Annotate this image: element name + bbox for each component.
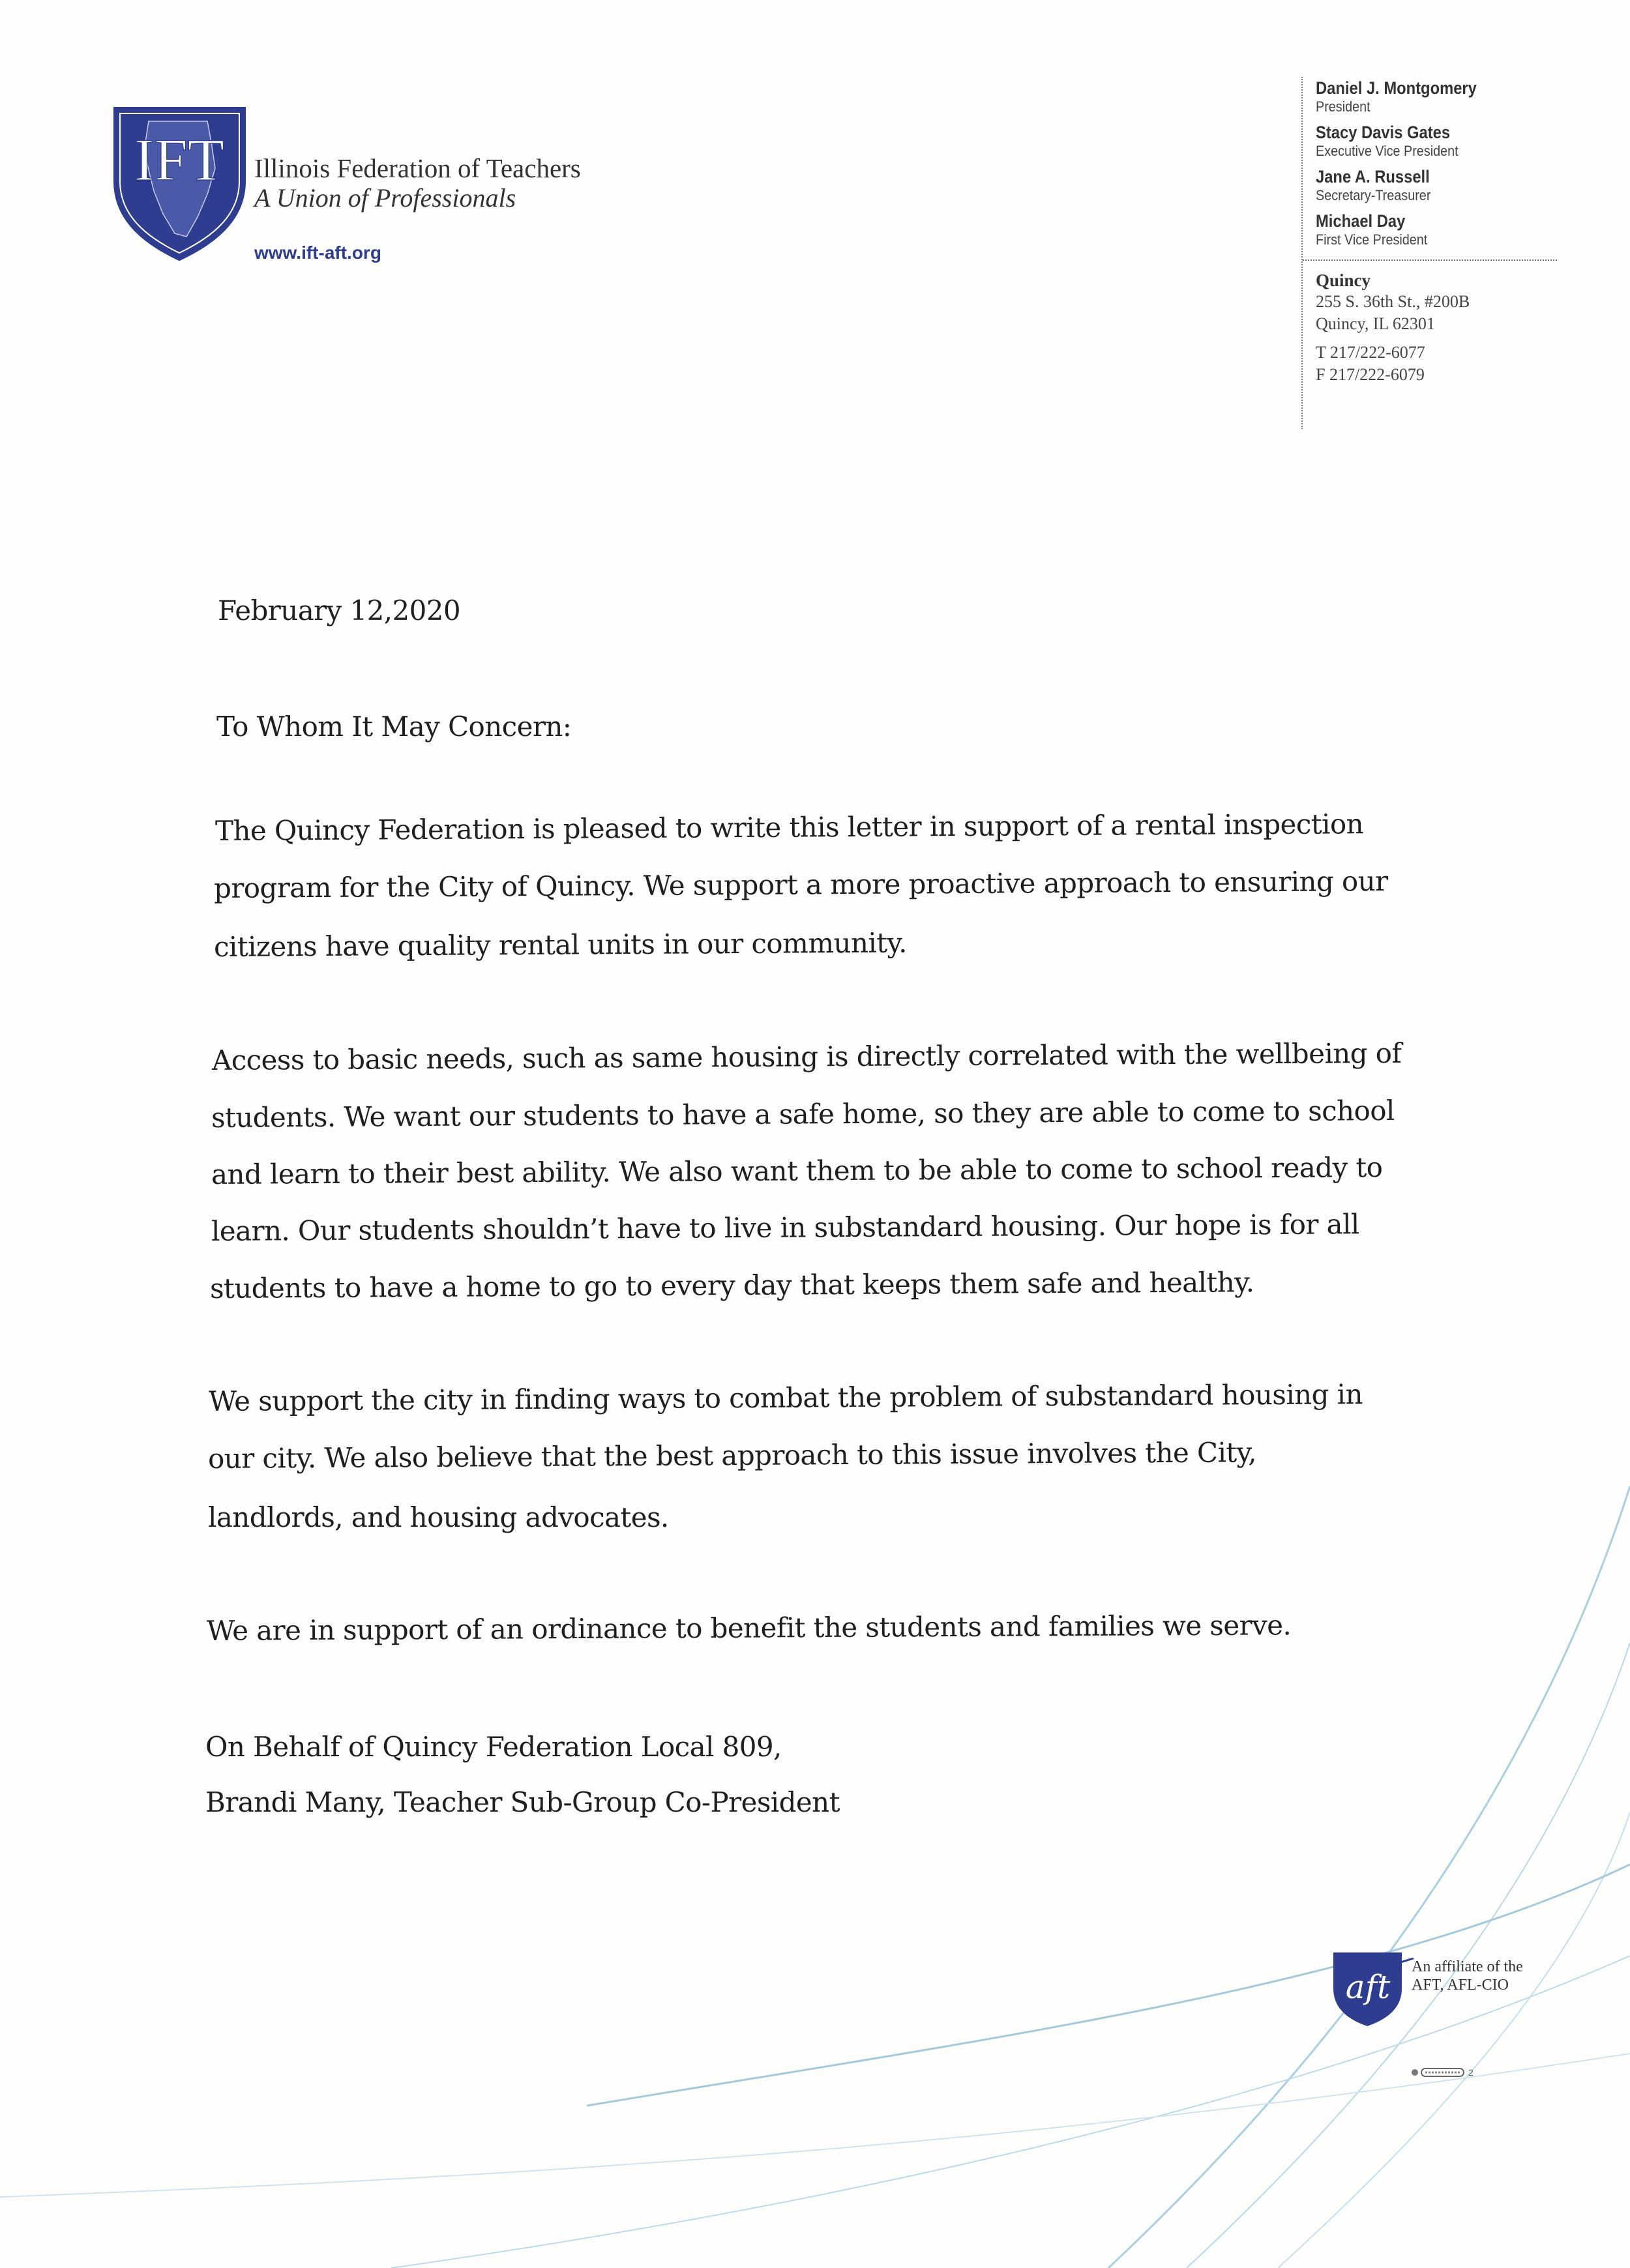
paragraph-3-line: landlords, and housing advocates. bbox=[208, 1501, 669, 1533]
paragraph-2-line: learn. Our students shouldn’t have to live in substandard housing. Our hope is for all bbox=[211, 1208, 1359, 1247]
org-website-link[interactable]: www.ift-aft.org bbox=[254, 243, 381, 263]
officer-title: Executive Vice President bbox=[1316, 143, 1459, 159]
paragraph-2-line: Access to basic needs, such as same housing is directly correlated with the wellbeing of bbox=[211, 1037, 1402, 1076]
paragraph-4-line: We are in support of an ordinance to benefit the students and families we serve. bbox=[206, 1609, 1292, 1647]
officer-title: First Vice President bbox=[1316, 231, 1428, 248]
paragraph-3-line: We support the city in finding ways to combat the problem of substandard housing in bbox=[208, 1378, 1363, 1417]
officer-title: Secretary-Treasurer bbox=[1316, 187, 1431, 203]
officer-entry bbox=[1316, 210, 1556, 248]
paragraph-2-line: and learn to their best ability. We also want them to be able to come to school ready to bbox=[211, 1151, 1383, 1190]
union-bug-icon bbox=[1408, 2065, 1480, 2080]
letter-date: February 12,2020 bbox=[218, 595, 460, 626]
paragraph-2-line: students to have a home to go to every day that keeps them safe and healthy. bbox=[209, 1266, 1254, 1304]
officer-entry bbox=[1316, 166, 1556, 203]
paragraph-3-line: our city. We also believe that the best approach to this issue involves the City, bbox=[207, 1436, 1257, 1475]
office-name: Quincy bbox=[1316, 271, 1371, 290]
closing-line: On Behalf of Quincy Federation Local 809, bbox=[205, 1731, 782, 1763]
paragraph-1-line: program for the City of Quincy. We support a more proactive approach to ensuring our bbox=[213, 865, 1388, 904]
officer-name: Michael Day bbox=[1316, 211, 1406, 231]
officer-name: Jane A. Russell bbox=[1316, 167, 1430, 186]
office-address-line2: Quincy, IL 62301 bbox=[1316, 314, 1435, 333]
officer-entry bbox=[1316, 77, 1556, 115]
office-address-line1: 255 S. 36th St., #200B bbox=[1316, 292, 1470, 311]
officer-name: Stacy Davis Gates bbox=[1316, 123, 1451, 142]
officers-block bbox=[1301, 77, 1556, 429]
ift-shield-logo bbox=[110, 103, 250, 263]
paragraph-1-line: The Quincy Federation is pleased to write this letter in support of a rental inspection bbox=[215, 808, 1364, 847]
office-phone: T 217/222-6077 bbox=[1316, 343, 1425, 362]
officers-divider bbox=[1303, 259, 1557, 261]
svg-text:2: 2 bbox=[1468, 2067, 1474, 2078]
officer-entry bbox=[1316, 121, 1556, 159]
aft-logo-text: aft bbox=[1345, 1968, 1391, 2006]
org-name: Illinois Federation of Teachers bbox=[254, 153, 581, 183]
paragraph-1-line: citizens have quality rental units in our community. bbox=[213, 926, 907, 963]
letter-salutation: To Whom It May Concern: bbox=[216, 711, 572, 743]
officer-title: President bbox=[1316, 98, 1371, 115]
signature-line: Brandi Many, Teacher Sub-Group Co-President bbox=[205, 1786, 840, 1818]
aft-shield-logo bbox=[1330, 1949, 1415, 2027]
affiliate-text bbox=[1412, 1958, 1523, 1994]
office-fax: F 217/222-6079 bbox=[1316, 365, 1425, 384]
affiliate-line: An affiliate of the bbox=[1412, 1958, 1523, 1975]
affiliate-line: AFT, AFL-CIO bbox=[1412, 1977, 1509, 1994]
paragraph-2-line: students. We want our students to have a safe home, so they are able to come to school bbox=[211, 1094, 1395, 1134]
officer-name: Daniel J. Montgomery bbox=[1316, 78, 1477, 98]
org-tagline: A Union of Professionals bbox=[254, 183, 516, 213]
logo-text: IFT bbox=[134, 126, 224, 193]
